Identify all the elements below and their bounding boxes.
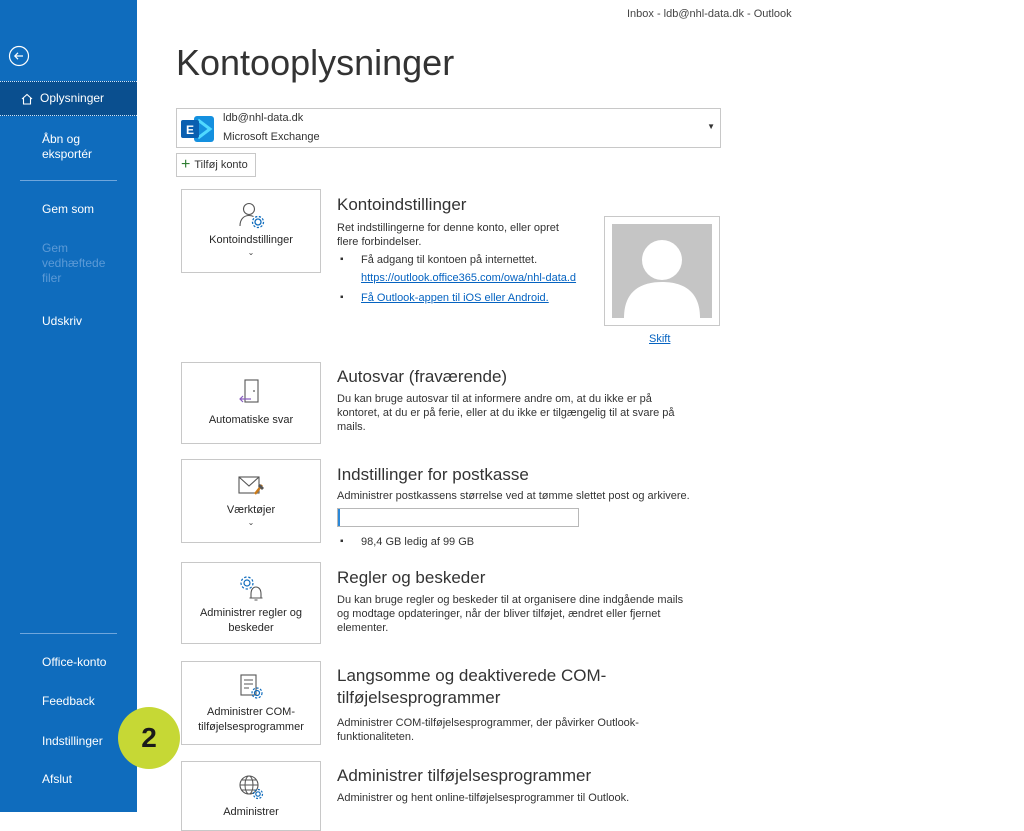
mailbox-free-text: ▪ 98,4 GB ledig af 99 GB bbox=[361, 536, 475, 548]
home-icon bbox=[20, 92, 34, 106]
rules-tile-label-line1: Administrer regler og bbox=[199, 607, 303, 619]
account-settings-tile-label: Kontoindstillinger bbox=[209, 234, 293, 246]
addins-title: Administrer tilføjelsesprogrammer bbox=[337, 766, 592, 785]
nav-indstillinger[interactable] bbox=[0, 734, 137, 749]
com-addins-desc-line2: funktionaliteten. bbox=[337, 731, 415, 743]
nav-feedback[interactable] bbox=[0, 694, 137, 709]
nav-udskriv-label: Udskriv bbox=[42, 314, 83, 328]
window-title: Inbox - ldb@nhl-data.dk - Outlook bbox=[627, 8, 792, 20]
auto-reply-tile-label: Automatiske svar bbox=[208, 414, 294, 426]
account-type: Microsoft Exchange bbox=[223, 131, 320, 143]
rules-desc-line1: Du kan bruge regler og beskeder til at organisere dine indgående mails bbox=[337, 594, 684, 606]
nav-gem-som-label: Gem som bbox=[42, 202, 95, 216]
mobile-app-link[interactable]: ▪ Få Outlook-appen til iOS eller Android. bbox=[361, 292, 549, 304]
com-addins-tile-label-line1: Administrer COM- bbox=[206, 706, 295, 718]
nav-gem-line2: vedhæftede bbox=[42, 256, 106, 270]
auto-reply-desc-line1: Du kan bruge autosvar til at informere andre om, at du ikke er på bbox=[337, 393, 652, 405]
nav-gem-line3: filer bbox=[42, 271, 62, 285]
addins-tile[interactable] bbox=[181, 761, 321, 831]
mailbox-usage-fill bbox=[338, 509, 340, 526]
step-number-badge: 2 bbox=[118, 707, 180, 769]
rules-tile[interactable] bbox=[181, 562, 321, 644]
account-settings-desc-line2: flere forbindelser. bbox=[337, 236, 422, 248]
account-email: ldb@nhl-data.dk bbox=[223, 112, 304, 124]
tools-tile-label: Værktøjer bbox=[226, 504, 276, 516]
com-addins-icon bbox=[237, 672, 265, 702]
com-addins-title-line1: Langsomme og deaktiverede COM- bbox=[337, 666, 607, 685]
rules-bell-icon bbox=[237, 573, 265, 603]
mailbox-usage-bar bbox=[337, 508, 579, 527]
owa-link[interactable]: https://outlook.office365.com/owa/nhl-data.d bbox=[361, 272, 577, 284]
profile-picture-frame bbox=[604, 216, 720, 326]
plus-icon: + bbox=[181, 156, 191, 173]
nav-gem-line1: Gem bbox=[42, 241, 69, 255]
com-addins-desc-line1: Administrer COM-tilføjelsesprogrammer, der påvirker Outlook- bbox=[337, 717, 639, 729]
nav-divider bbox=[20, 633, 117, 634]
nav-aabn-eksporter[interactable] bbox=[0, 132, 137, 162]
exchange-icon bbox=[180, 115, 216, 143]
addins-desc: Administrer og hent online-tilføjelsesprogrammer til Outlook. bbox=[337, 792, 630, 804]
change-photo-link[interactable]: Skift bbox=[649, 333, 671, 345]
chevron-down-icon: ▼ bbox=[707, 122, 715, 131]
mailbox-tools-icon bbox=[236, 470, 266, 500]
account-selector[interactable] bbox=[176, 108, 721, 148]
nav-office-konto-label: Office-konto bbox=[42, 655, 107, 669]
nav-indstillinger-label: Indstillinger bbox=[42, 734, 103, 748]
nav-divider bbox=[20, 180, 117, 181]
auto-reply-tile[interactable] bbox=[181, 362, 321, 444]
auto-reply-desc-line3: mails. bbox=[337, 421, 366, 433]
nav-afslut[interactable] bbox=[0, 772, 137, 787]
nav-gem-som[interactable] bbox=[0, 202, 137, 217]
nav-oplysninger-label: Oplysninger bbox=[40, 91, 105, 105]
globe-settings-icon bbox=[237, 772, 265, 802]
page-title: Kontooplysninger bbox=[176, 42, 455, 83]
rules-title: Regler og beskeder bbox=[337, 568, 486, 587]
nav-gem-vedhaeftede bbox=[0, 241, 137, 286]
mailbox-desc: Administrer postkassens størrelse ved at tømme slettet post og arkivere. bbox=[337, 490, 690, 502]
nav-feedback-label: Feedback bbox=[42, 694, 95, 708]
com-addins-tile[interactable] bbox=[181, 661, 321, 745]
backstage-sidebar bbox=[0, 0, 137, 812]
account-settings-tile[interactable] bbox=[181, 189, 321, 273]
tools-tile[interactable] bbox=[181, 459, 321, 543]
nav-oplysninger[interactable] bbox=[0, 81, 137, 116]
addins-tile-label: Administrer bbox=[223, 806, 279, 818]
mobile-app-bullet bbox=[341, 291, 549, 305]
account-settings-title: Kontoindstillinger bbox=[337, 195, 467, 214]
add-account-label: Tilføj konto bbox=[194, 159, 248, 171]
nav-office-konto[interactable] bbox=[0, 655, 137, 670]
account-web-bullet bbox=[341, 253, 537, 267]
account-settings-desc-line1: Ret indstillingerne for denne konto, eller opret bbox=[337, 222, 559, 234]
user-settings-icon bbox=[236, 200, 266, 230]
com-addins-title-line2: tilføjelsesprogrammer bbox=[337, 688, 501, 707]
chevron-down-icon: ⌄ bbox=[247, 518, 255, 527]
rules-desc-line2: og modtage opdateringer, når der bliver tilføjet, ændret eller fjernet bbox=[337, 608, 661, 620]
add-account-button[interactable] bbox=[176, 153, 256, 177]
chevron-down-icon: ⌄ bbox=[247, 248, 255, 257]
auto-reply-desc-line2: kontoret, at du er på ferie, eller at du ikke er tilgængelig til at svare på bbox=[337, 407, 675, 419]
account-web-bullet-text: ▪ Få adgang til kontoen på internettet. bbox=[361, 254, 538, 266]
nav-udskriv[interactable] bbox=[0, 314, 137, 329]
rules-desc-line3: elementer. bbox=[337, 622, 389, 634]
back-arrow-icon bbox=[8, 45, 30, 67]
avatar bbox=[612, 224, 712, 318]
nav-aabn-line1: Åbn og bbox=[42, 132, 81, 146]
back-button[interactable] bbox=[8, 45, 30, 67]
person-placeholder-icon bbox=[612, 224, 712, 318]
nav-aabn-line2: eksportér bbox=[42, 147, 93, 161]
svg-text:E: E bbox=[185, 123, 195, 137]
com-addins-tile-label-line2: tilføjelsesprogrammer bbox=[198, 721, 304, 733]
auto-reply-title: Autosvar (fraværende) bbox=[337, 367, 508, 386]
nav-afslut-label: Afslut bbox=[42, 772, 73, 786]
mailbox-title: Indstillinger for postkasse bbox=[337, 465, 529, 484]
mailbox-free-bullet bbox=[341, 535, 474, 549]
door-arrow-icon bbox=[239, 377, 263, 407]
rules-tile-label-line2: beskeder bbox=[228, 622, 274, 634]
